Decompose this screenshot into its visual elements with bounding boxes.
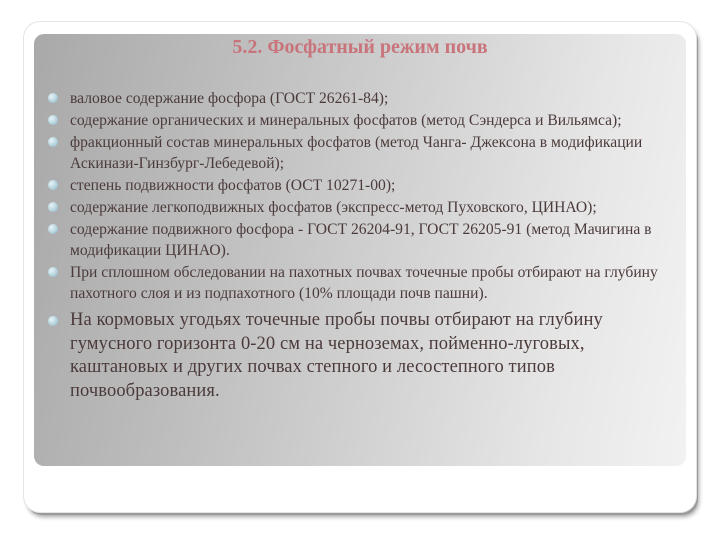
bullet-dot-icon: [48, 202, 58, 212]
bullet-item: [48, 262, 676, 304]
bullet-item: [48, 309, 676, 403]
bullet-text: При сплошном обследовании на пахотных почвах точечные пробы отбирают на глубину пахотного слоя и из подпахотного (10% площади почв пашни).: [70, 264, 658, 302]
slide-title: 5.2. Фосфатный режим почв: [232, 36, 488, 58]
bullet-text: На кормовых угодьях точечные пробы почвы отбирают на глубину гумусного горизонта 0-20 см на черноземах, пойменно-луговых, каштановых и других почвах степного и лесостепного типов почвообразования.: [70, 310, 603, 401]
bullet-dot-icon: [48, 180, 58, 190]
bullet-item: [48, 197, 676, 218]
bullet-dot-icon: [48, 316, 58, 326]
bullet-text: фракционный состав минеральных фосфатов (метод Чанга- Джексона в модификации Аскинази-Гинзбург-Лебедевой);: [70, 134, 643, 172]
bullet-dot-icon: [48, 137, 58, 147]
bullet-text: степень подвижности фосфатов (ОСТ 10271-00);: [70, 177, 396, 194]
bullet-item: [48, 175, 676, 196]
bullet-dot-icon: [48, 267, 58, 277]
bullet-item: [48, 88, 676, 109]
bullet-text: содержание легкоподвижных фосфатов (экспресс-метод Пуховского, ЦИНАО);: [70, 199, 597, 216]
bullet-list: [48, 88, 676, 404]
bullet-text: содержание подвижного фосфора - ГОСТ 26204-91, ГОСТ 26205-91 (метод Мачигина в модификации ЦИНАО).: [70, 221, 652, 259]
bullet-text: содержание органических и минеральных фосфатов (метод Сэндерса и Вильямса);: [70, 112, 622, 129]
bullet-item: [48, 110, 676, 131]
bullet-item: [48, 219, 676, 261]
bullet-dot-icon: [48, 224, 58, 234]
bullet-dot-icon: [48, 93, 58, 103]
bullet-dot-icon: [48, 115, 58, 125]
bullet-item: [48, 132, 676, 174]
bullet-text: валовое содержание фосфора (ГОСТ 26261-84);: [70, 90, 389, 107]
